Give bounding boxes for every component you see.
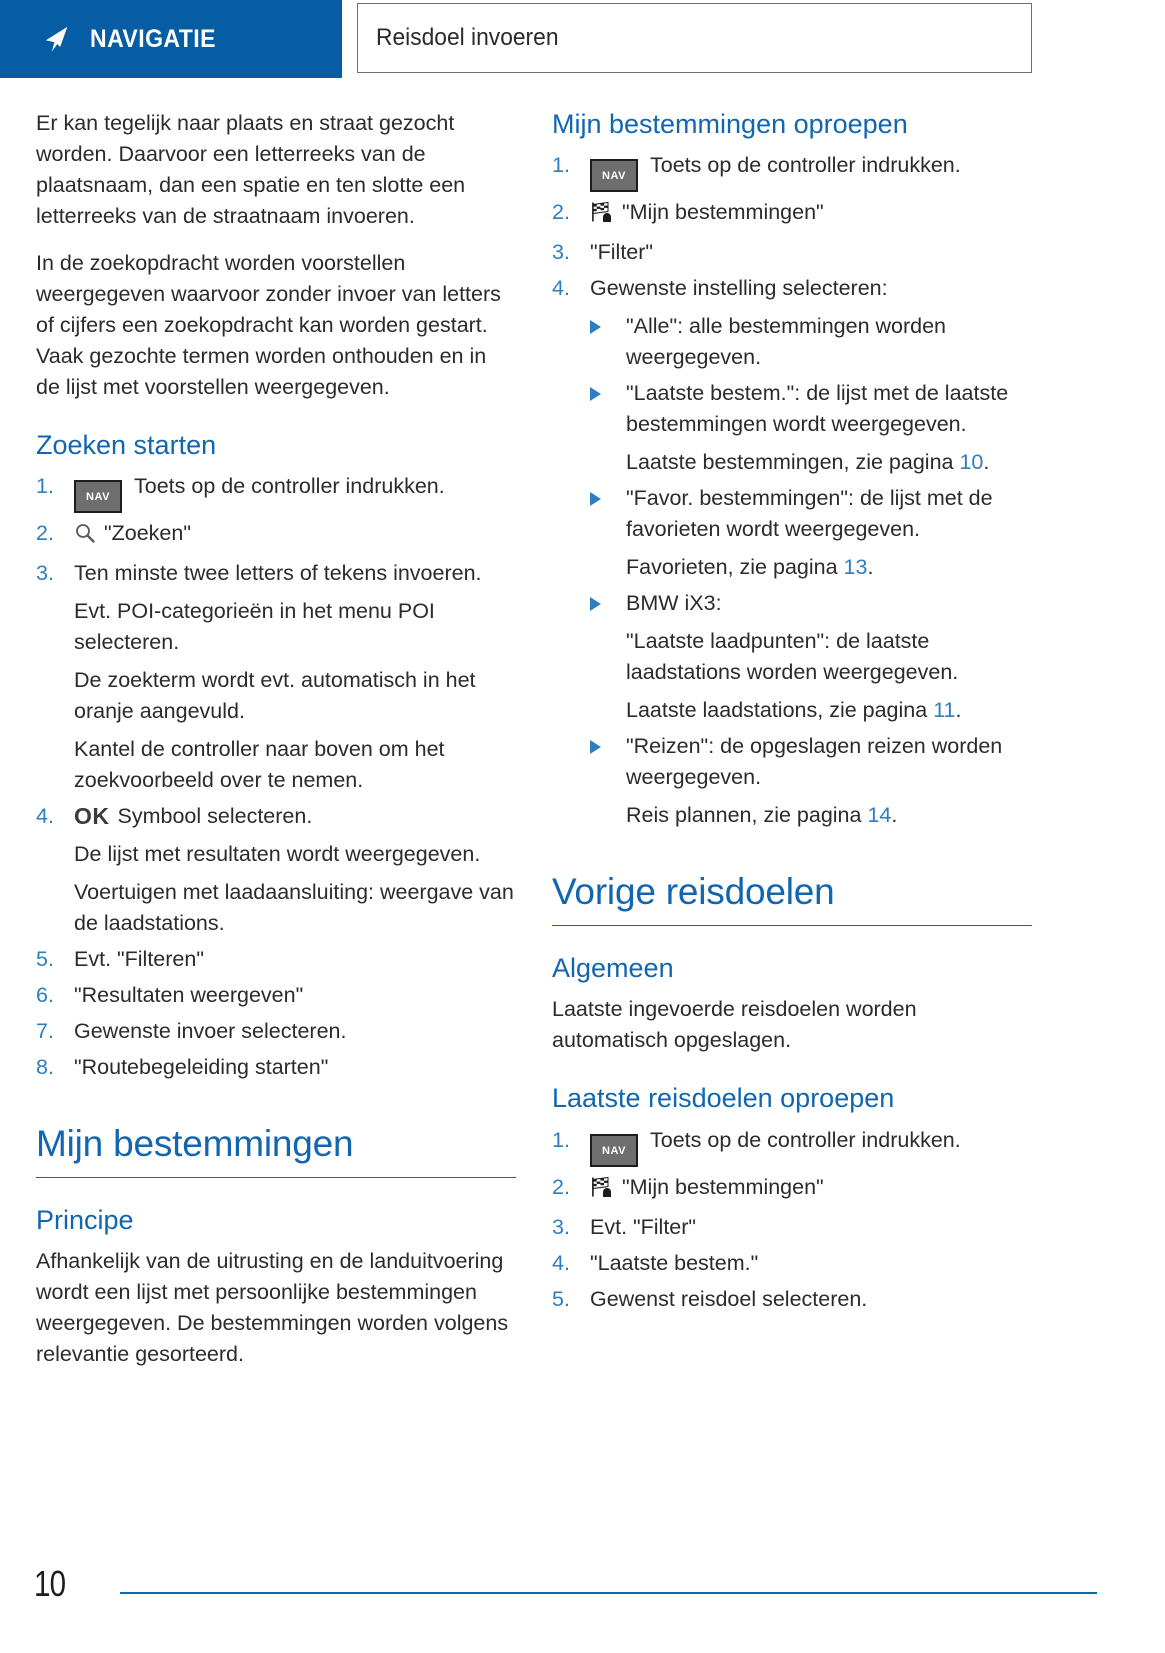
- sub-bullet-item: [590, 588, 1032, 726]
- step-item: [552, 1284, 1032, 1315]
- section-heading-algemeen: Algemeen: [552, 952, 674, 983]
- step-item: [552, 1212, 1032, 1243]
- step-item: [36, 558, 516, 796]
- intro-paragraph-2: In de zoekopdracht worden voorstellen weergegeven waarvoor zonder invoer van letters of cijfers een zoekopdracht kan worden gestart. Vaak gezochte termen worden onthouden en in de lijst met voorstellen weergegeven.: [36, 251, 501, 399]
- step-number: 5.: [552, 1286, 570, 1311]
- right-column: [552, 108, 1032, 1320]
- step-number: 4.: [552, 276, 570, 301]
- page-reference[interactable]: 14: [867, 803, 892, 828]
- note-prefix: Laatste laadstations, zie pagina: [626, 698, 934, 723]
- step-text: "Filter": [590, 240, 654, 265]
- sub-bullet-text: "Alle": alle bestemmingen worden weergegeven.: [626, 314, 947, 370]
- chapter-title-mijn-bestemmingen: Mijn bestemmingen: [36, 1123, 354, 1165]
- step-item: [552, 150, 1032, 192]
- step-item: [552, 1172, 1032, 1207]
- step-content: [74, 801, 516, 832]
- principe-paragraph: Afhankelijk van de uitrusting en de landuitvoering wordt een lijst met persoonlijke bestemmingen weergegeven. De bestemmingen worden volgens relevantie gesorteerd.: [36, 1249, 509, 1367]
- sub-bullet-note: [626, 447, 1032, 478]
- step-content: [590, 1172, 1032, 1207]
- step-number: 4.: [552, 1250, 570, 1275]
- page-title: Reisdoel invoeren: [376, 24, 559, 51]
- step-number: 8.: [36, 1055, 54, 1080]
- note-suffix: .: [955, 698, 962, 723]
- step-text: "Routebegeleiding starten": [74, 1055, 329, 1080]
- step-content: [74, 471, 516, 513]
- sub-bullet-item: [590, 378, 1032, 478]
- algemeen-paragraph: Laatste ingevoerde reisdoelen worden automatisch opgeslagen.: [552, 997, 917, 1053]
- sub-bullet-text: "Laatste bestem.": de lijst met de laatste bestemmingen wordt weergegeven.: [626, 381, 1009, 437]
- step-text: Toets op de controller indrukken.: [650, 1127, 961, 1152]
- page-reference[interactable]: 10: [959, 450, 984, 475]
- sub-bullet-item: [590, 483, 1032, 583]
- step-number: 7.: [36, 1019, 54, 1044]
- page-reference[interactable]: 11: [933, 698, 956, 723]
- ok-symbol-icon[interactable]: OK: [74, 803, 110, 830]
- step-number: 1.: [552, 1127, 570, 1152]
- page-reference[interactable]: 13: [843, 555, 868, 580]
- step-item: [36, 1052, 516, 1083]
- step-number: 4.: [36, 804, 54, 829]
- step-text: Gewenste instelling selecteren:: [590, 276, 888, 301]
- step-note: Voertuigen met laadaansluiting: weergave van de laadstations.: [74, 880, 514, 936]
- step-number: 5.: [36, 947, 54, 972]
- step-note: De zoekterm wordt evt. automatisch in het oranje aangevuld.: [74, 668, 476, 724]
- step-content: [590, 197, 1032, 232]
- step-text: Toets op de controller indrukken.: [650, 153, 961, 178]
- sub-bullet-text: "Favor. bestemmingen": de lijst met de favorieten wordt weergegeven.: [626, 486, 993, 542]
- step-text: Ten minste twee letters of tekens invoeren.: [74, 561, 482, 586]
- step-text: "Zoeken": [104, 521, 191, 546]
- step-note: De lijst met resultaten wordt weergegeven.: [74, 842, 481, 867]
- step-item: [36, 1016, 516, 1047]
- step-number: 1.: [552, 153, 570, 178]
- step-note: Kantel de controller naar boven om het zoekvoorbeeld over te nemen.: [74, 737, 445, 793]
- step-content: [590, 150, 1032, 192]
- magnifier-icon: [74, 522, 96, 553]
- step-text: Gewenst reisdoel selecteren.: [590, 1286, 868, 1311]
- page-header: [0, 0, 1165, 78]
- step-item: [36, 980, 516, 1011]
- step-text: "Resultaten weergeven": [74, 983, 304, 1008]
- left-column: [36, 108, 516, 1386]
- step-item: [552, 197, 1032, 232]
- sub-bullet-item: [590, 311, 1032, 373]
- step-text: Toets op de controller indrukken.: [134, 474, 445, 499]
- step-text: "Laatste bestem.": [590, 1250, 759, 1275]
- nav-key-icon[interactable]: NAV: [590, 1134, 638, 1167]
- step-number: 3.: [552, 1214, 570, 1239]
- step-number: 3.: [552, 240, 570, 265]
- page-number: 10: [34, 1563, 66, 1604]
- step-number: 3.: [36, 561, 54, 586]
- step-item: [552, 237, 1032, 268]
- page-title-box: [357, 3, 1032, 73]
- step-item: [36, 944, 516, 975]
- page-footer: [0, 1533, 1165, 1653]
- step-text: "Mijn bestemmingen": [622, 1174, 824, 1199]
- sub-bullet-note: [626, 800, 1032, 831]
- step-number: 2.: [552, 1174, 570, 1199]
- sub-bullet-note: [626, 695, 1032, 726]
- triangle-bullet-icon: [590, 492, 601, 506]
- step-number: 6.: [36, 983, 54, 1008]
- section-heading-principe: Principe: [36, 1204, 134, 1235]
- intro-paragraph-1: Er kan tegelijk naar plaats en straat gezocht worden. Daarvoor een letterreeks van de plaatsnaam, dan een spatie en ten slotte een letterreeks van de straatnaam invoeren.: [36, 111, 466, 228]
- brand-label: NAVIGATIE: [90, 24, 216, 53]
- section-heading-mijn-bestemmingen-oproepen: Mijn bestemmingen oproepen: [552, 109, 908, 139]
- step-number: 2.: [552, 200, 570, 225]
- step-item: [36, 471, 516, 513]
- sub-bullet-text: "Reizen": de opgeslagen reizen worden weergegeven.: [626, 734, 1003, 790]
- triangle-bullet-icon: [590, 740, 601, 754]
- step-content: [74, 518, 516, 553]
- sub-bullet-text: BMW iX3:: [626, 591, 722, 616]
- note-suffix: .: [983, 450, 990, 475]
- step-number: 1.: [36, 474, 54, 499]
- note-prefix: Favorieten, zie pagina: [626, 555, 844, 580]
- triangle-bullet-icon: [590, 387, 601, 401]
- section-heading-laatste-reisdoelen-oproepen: Laatste reisdoelen oproepen: [552, 1083, 895, 1114]
- sub-bullet-note: "Laatste laadpunten": de laatste laadstations worden weergegeven.: [626, 629, 959, 685]
- step-item: [552, 273, 1032, 831]
- chapter-title-vorige-reisdoelen: Vorige reisdoelen: [552, 871, 835, 913]
- step-text: Evt. "Filter": [590, 1214, 697, 1239]
- checkered-flag-icon: [590, 201, 614, 232]
- triangle-bullet-icon: [590, 597, 601, 611]
- navigation-arrow-icon: [42, 24, 72, 54]
- nav-key-icon[interactable]: NAV: [590, 159, 638, 192]
- step-item: [36, 801, 516, 939]
- brand-banner: [0, 0, 342, 78]
- sub-bullet-note: [626, 552, 1032, 583]
- step-item: [552, 1248, 1032, 1279]
- step-text: Symbool selecteren.: [117, 804, 313, 829]
- sub-bullet-list: [590, 311, 1032, 831]
- note-prefix: Laatste bestemmingen, zie pagina: [626, 450, 960, 475]
- steps-zoeken-starten: [36, 471, 516, 1083]
- chapter-divider: [36, 1177, 516, 1178]
- note-prefix: Reis plannen, zie pagina: [626, 803, 868, 828]
- step-item: [552, 1125, 1032, 1167]
- nav-key-icon[interactable]: NAV: [74, 480, 122, 513]
- note-suffix: .: [867, 555, 874, 580]
- step-content: [590, 1125, 1032, 1167]
- triangle-bullet-icon: [590, 320, 601, 334]
- steps-laatste-reisdoelen-oproepen: [552, 1125, 1032, 1315]
- steps-mijn-bestemmingen-oproepen: [552, 150, 1032, 831]
- step-number: 2.: [36, 521, 54, 546]
- section-heading-zoeken-starten: Zoeken starten: [36, 430, 217, 460]
- footer-divider: [120, 1592, 1097, 1594]
- sub-bullet-item: [590, 731, 1032, 831]
- step-text: "Mijn bestemmingen": [622, 200, 824, 225]
- step-item: [36, 518, 516, 553]
- chapter-divider: [552, 925, 1032, 926]
- note-suffix: .: [891, 803, 898, 828]
- checkered-flag-icon: [590, 1176, 614, 1207]
- step-text: Gewenste invoer selecteren.: [74, 1019, 347, 1044]
- step-text: Evt. "Filteren": [74, 947, 204, 972]
- step-note: Evt. POI-categorieën in het menu POI selecteren.: [74, 599, 435, 655]
